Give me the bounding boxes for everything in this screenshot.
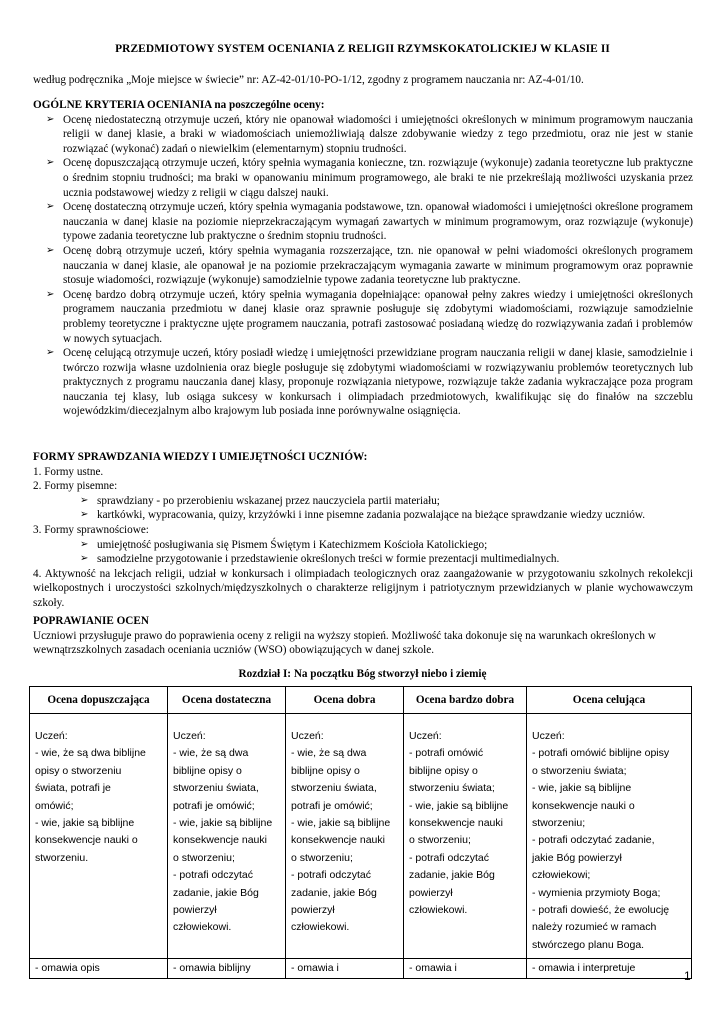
arrow-bullet-icon: ➢ [80, 553, 89, 565]
forms-item-text: umiejętność posługiwania się Pismem Świętym i Katechizmem Kościoła Katolickiego; [97, 538, 488, 551]
page-number: 1 [684, 969, 691, 983]
forms-item-text: samodzielne przygotowanie i przedstawienie określonych treści w formie prezentacji multimedialnych. [97, 553, 560, 566]
criteria-text: Ocenę bardzo dobrą otrzymuje uczeń, który spełnia wymagania dopełniające: opanował pełny zakres wiedzy i umiejętności określonych programem nauczania przedmiotu w danej klasie oraz sprawnie posługuje się zdobytymi wiadomościami, rozwiązuje samodzielnie problemy teoretyczne i praktyczne ujęte programem nauczania, potrafi zastosować posiadaną wiedzę do rozwiązywania zadań i problemów w nowych sytuacjach. [63, 288, 693, 345]
forms-heading: FORMY SPRAWDZANIA WIEDZY I UMIEJĘTNOŚCI UCZNIÓW: [33, 451, 368, 463]
cell-line: Uczeń: [532, 730, 565, 742]
cell-line: - wie, że są dwa biblijne [35, 747, 146, 760]
cell-line: omówić; [35, 799, 74, 812]
cell-line: - wie, jakie są biblijne [35, 817, 135, 830]
forms-activity: 4. Aktywność na lekcjach religii, udział w konkursach i olimpiadach teologicznych oraz zaangażowanie w przygotowaniu szkolnych rekolekcji wielkopostnych i uroczystości szkolnych/międzyszkolnych o charakterze religijnym i patriotycznym przewidzianych w planie wychowawczym szkoły. [33, 567, 693, 609]
cell-line: biblijne opisy o [173, 764, 242, 777]
cell-line: - potrafi odczytać [291, 869, 371, 882]
criteria-list [33, 113, 693, 419]
cell-line: o stworzeniu świata; [532, 764, 627, 777]
cell-line: człowiekowi. [409, 904, 468, 917]
criteria-text: Ocenę niedostateczną otrzymuje uczeń, który nie opanował wiadomości i umiejętności określonych w minimum programowym nauczania religii w danej klasie, a braki w wiadomościach uniemożliwiają dalsze zdobywanie wiedzy z tego przedmiotu, oraz nie jest w stanie rozwiązać (wykonać) zadań o niewielkim (elementarnym) stopniu trudności. [63, 113, 693, 155]
forms-written-item [33, 508, 693, 523]
table-cell: - omawia opis [30, 959, 168, 979]
criteria-item-good [33, 244, 693, 288]
cell-line: powierzył [291, 904, 335, 917]
criteria-text: Ocenę celującą otrzymuje uczeń, który posiadł wiedzę i umiejętności przewidziane program nauczania religii w danej klasie, samodzielnie i twórczo rozwija własne uzdolnienia oraz biegle posługuje się zdobytymi wiadomościami w rozwiązywaniu problemów teoretycznych lub praktycznych z programu nauczania danej klasy, proponuje rozwiązania nietypowe, rozwiązuje także zadania wykraczające poza program nauczania tej klasy, lub osiąga sukcesy w konkursach i olimpiadach przedmiotowych, kwalifikując się do finałów na szczeblu wojewódzkim/diecezjalnym albo krajowym lub posiada inne porównywalne osiągnięcia. [63, 347, 693, 418]
table-cell [527, 714, 692, 959]
corrections-text: Uczniowi przysługuje prawo do poprawienia oceny z religii na wyższy stopień. Możliwość taka dokonuje się na warunkach określonych w wewnątrzszkolnych zasadach oceniania uczniów (WSO) obowiązujących w danej szkole. [33, 629, 656, 657]
criteria-item-excellent [33, 346, 693, 419]
column-header: Ocena dobra [286, 687, 404, 714]
forms-skills: 3. Formy sprawnościowe: [33, 523, 149, 536]
criteria-text: Ocenę dobrą otrzymuje uczeń, który spełnia wymagania rozszerzające, tzn. nie opanował w pełni wiadomości określonych programem nauczania w danej klasie, ale opanował je na poziomie przekraczającym wymagania zawarte w minimum programowym oraz poprawnie stosuje wiadomości, rozwiązuje (wykonuje) samodzielnie typowe zadania teoretyczne lub praktyczne. [63, 244, 693, 287]
cell-line: o stworzeniu; [409, 834, 471, 847]
cell-line: człowiekowi. [173, 921, 232, 934]
cell-line: o stworzeniu; [173, 851, 235, 864]
arrow-bullet-icon: ➢ [80, 509, 89, 521]
table-cell [30, 714, 168, 959]
document-title: PRZEDMIOTOWY SYSTEM OCENIANIA Z RELIGII RZYMSKOKATOLICKIEJ W KLASIE II [115, 43, 610, 55]
cell-line: człowiekowi; [532, 869, 591, 882]
corrections-section [33, 614, 693, 658]
table-cell: - omawia i [286, 959, 404, 979]
forms-written-list [33, 494, 693, 523]
arrow-bullet-icon: ➢ [46, 201, 55, 213]
cell-line: - wie, jakie są biblijne [173, 817, 273, 830]
cell-line: - wie, że są dwa [173, 747, 249, 760]
cell-line: - potrafi omówić biblijne opisy [532, 747, 670, 760]
cell-line: zadanie, jakie Bóg [173, 886, 259, 899]
table-row [30, 959, 692, 979]
cell-line: biblijne opisy o [409, 764, 478, 777]
arrow-bullet-icon: ➢ [46, 157, 55, 169]
arrow-bullet-icon: ➢ [46, 288, 55, 300]
cell-line: stworzeniu świata, [291, 782, 377, 795]
cell-line: potrafi je omówić; [291, 799, 373, 812]
cell-line: - potrafi odczytać zadanie, [532, 834, 655, 847]
column-header: Ocena dopuszczająca [30, 687, 168, 714]
cell-line: powierzył [409, 886, 453, 899]
cell-line: konsekwencje nauki [173, 834, 267, 847]
cell-line: konsekwencje nauki [291, 834, 385, 847]
cell-line: stworzeniu. [35, 851, 89, 864]
table-cell [168, 714, 286, 959]
table-row [30, 714, 692, 959]
table-cell: - omawia biblijny [168, 959, 286, 979]
forms-skills-list [33, 538, 693, 567]
cell-line: - wie, jakie są biblijne [409, 799, 509, 812]
cell-line: Uczeń: [35, 730, 68, 742]
criteria-text: Ocenę dopuszczającą otrzymuje uczeń, który spełnia wymagania konieczne, tzn. rozwiązuje (wykonuje) zadania teoretyczne lub praktyczne o średnim stopniu trudności; ma braki w opanowaniu minimum programowego, ale braki te nie przekreślają możliwości uzyskania przez ucznia podstawowej wiedzy z religii w ciągu dalszej nauki. [63, 157, 693, 199]
arrow-bullet-icon: ➢ [80, 538, 89, 550]
column-header: Ocena celująca [527, 687, 692, 714]
cell-line: - wie, jakie są biblijne [291, 817, 391, 830]
forms-item-text: kartkówki, wypracowania, quizy, krzyżówki i inne pisemne zadania pozwalające na bieżące sprawdzanie wiedzy uczniów. [97, 509, 646, 522]
criteria-section [33, 98, 693, 419]
forms-item-text: sprawdziany - po przerobieniu wskazanej przez nauczyciela partii materiału; [97, 494, 440, 507]
corrections-heading: POPRAWIANIE OCEN [33, 615, 149, 627]
cell-line: opisy o stworzeniu [35, 764, 122, 777]
cell-line: biblijne opisy o [291, 764, 360, 777]
table-header-row [30, 687, 692, 714]
cell-line: - wymienia przymioty Boga; [532, 886, 661, 899]
arrow-bullet-icon: ➢ [80, 494, 89, 506]
criteria-item-insufficient [33, 113, 693, 157]
table-cell [286, 714, 404, 959]
arrow-bullet-icon: ➢ [46, 113, 55, 125]
column-header: Ocena dostateczna [168, 687, 286, 714]
cell-line: zadanie, jakie Bóg [291, 886, 377, 899]
cell-line: jakie Bóg powierzył [532, 851, 622, 864]
column-header: Ocena bardzo dobra [404, 687, 527, 714]
cell-line: Uczeń: [409, 730, 442, 742]
forms-skills-item [33, 552, 693, 567]
cell-line: konsekwencje nauki o [35, 834, 138, 847]
cell-line: człowiekowi. [291, 921, 350, 934]
criteria-item-sufficient [33, 156, 693, 200]
cell-line: konsekwencje nauki [409, 817, 503, 830]
cell-line: o stworzeniu; [291, 851, 353, 864]
cell-line: - potrafi odczytać [173, 869, 253, 882]
criteria-text: Ocenę dostateczną otrzymuje uczeń, który spełnia wymagania podstawowe, tzn. opanował wiadomości i umiejętności określone programem nauczania w danej klasie na poziomie nieprzekraczającym wymagań zawartych w minimum programowym, oraz rozwiązuje (wykonuje) typowe zadania teoretyczne lub praktyczne o średnim stopniu trudności. [63, 201, 693, 243]
arrow-bullet-icon: ➢ [46, 244, 55, 256]
grades-table [29, 686, 692, 979]
forms-oral: 1. Formy ustne. [33, 465, 104, 478]
cell-line: zadanie, jakie Bóg [409, 869, 495, 882]
cell-line: - wie, że są dwa [291, 747, 367, 760]
cell-line: stwórczego planu Boga. [532, 938, 645, 951]
criteria-item-satisfactory [33, 200, 693, 244]
chapter-title: Rozdział I: Na początku Bóg stworzył niebo i ziemię [238, 668, 487, 680]
cell-line: - wie, jakie są biblijne [532, 782, 632, 795]
table-cell [404, 714, 527, 959]
arrow-bullet-icon: ➢ [46, 347, 55, 359]
cell-line: stworzeniu świata; [409, 782, 495, 795]
cell-line: potrafi je omówić; [173, 799, 255, 812]
criteria-heading: OGÓLNE KRYTERIA OCENIANIA na poszczególne oceny: [33, 99, 325, 111]
cell-line: Uczeń: [173, 730, 206, 742]
cell-line: - potrafi omówić [409, 747, 484, 760]
forms-written-item [33, 494, 693, 509]
cell-line: stworzeniu świata, [173, 782, 259, 795]
cell-line: - potrafi odczytać [409, 851, 489, 864]
cell-line: świata, potrafi je [35, 782, 111, 795]
criteria-item-very-good [33, 288, 693, 346]
cell-line: należy rozumieć w ramach [532, 921, 657, 934]
forms-written: 2. Formy pisemne: [33, 480, 118, 493]
cell-line: Uczeń: [291, 730, 324, 742]
forms-skills-item [33, 538, 693, 553]
cell-line: stworzeniu; [532, 817, 586, 830]
textbook-reference: według podręcznika „Moje miejsce w świecie” nr: AZ-42-01/10-PO-1/12, zgodny z programem nauczania nr: AZ-4-01/10. [33, 74, 584, 86]
table-cell: - omawia i [404, 959, 527, 979]
cell-line: konsekwencje nauki o [532, 799, 635, 812]
cell-line: powierzył [173, 904, 217, 917]
forms-section [33, 450, 693, 611]
table-cell: - omawia i interpretuje [527, 959, 692, 979]
cell-line: - potrafi dowieść, że ewolucję [532, 904, 670, 917]
